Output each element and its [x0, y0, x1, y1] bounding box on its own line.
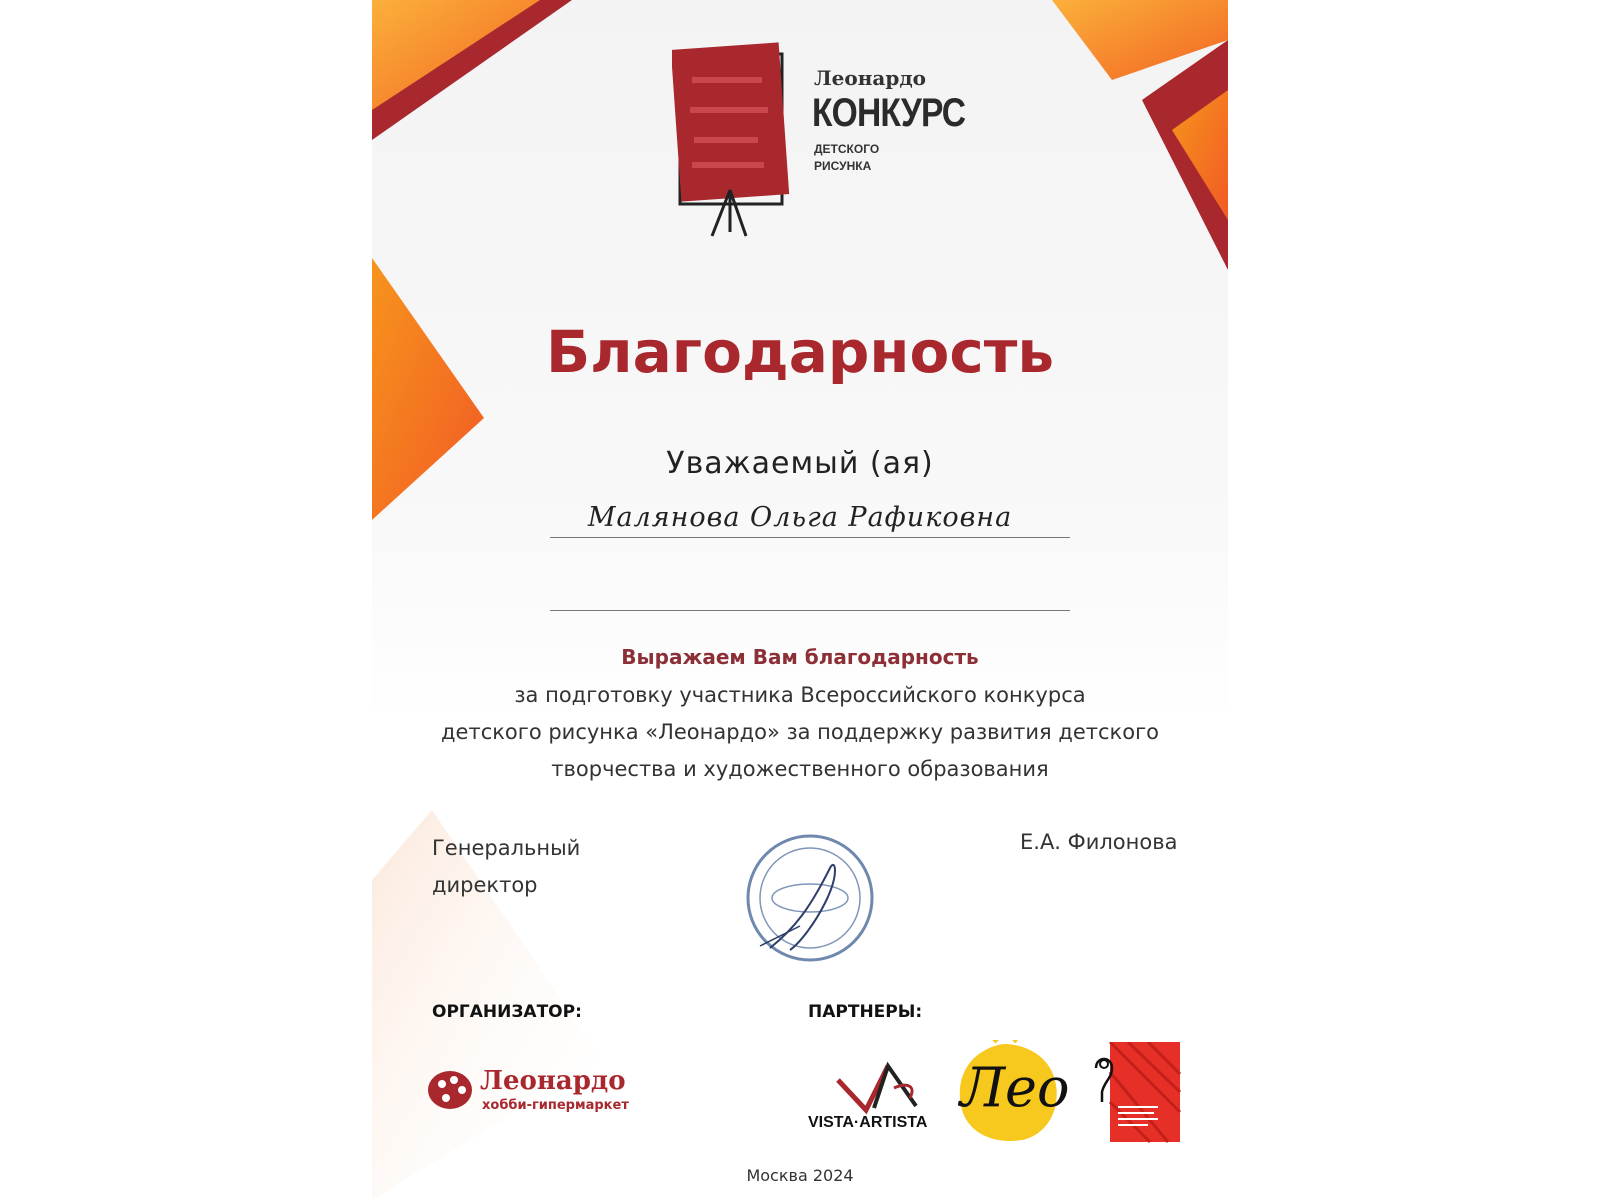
thanks-heading: Выражаем Вам благодарность [621, 645, 979, 669]
salutation: Уважаемый (ая) [666, 446, 934, 481]
teachers-union-logo-icon [1088, 1042, 1184, 1146]
blank-underline [550, 610, 1070, 611]
organizer-label: ОРГАНИЗАТОР: [432, 1002, 582, 1022]
logo-subtitle-2: РИСУНКА [814, 159, 872, 173]
vista-artista-text: VISTA·ARTISTA [808, 1114, 928, 1131]
partners-label: ПАРТНЕРЫ: [808, 1002, 923, 1022]
body-line: за подготовку участника Всероссийского конкурса [514, 683, 1086, 707]
logo-title: Леонардо [814, 66, 927, 90]
organizer-subtitle: хобби-гипермаркет [482, 1098, 629, 1113]
organizer-name: Леонардо [480, 1066, 626, 1096]
certificate-title: Благодарность [545, 318, 1055, 386]
logo-subtitle-1: ДЕТСКОГО [814, 142, 880, 156]
signatory-name: Е.А. Филонова [1020, 830, 1178, 854]
body-line: творчества и художественного образования [551, 757, 1049, 781]
city-year: Москва 2024 [746, 1166, 854, 1185]
recipient-underline [550, 537, 1070, 538]
recipient-name: Малянова Ольга Рафиковна [587, 502, 1013, 533]
official-stamp-icon [740, 828, 880, 968]
leo-text: Лео [960, 1056, 1070, 1119]
body-line: детского рисунка «Леонардо» за поддержку развития детского [441, 720, 1159, 744]
signatory-position: Генеральный директор [432, 836, 581, 897]
logo-contest: КОНКУРС [812, 91, 966, 135]
certificate-page [372, 0, 1228, 1200]
